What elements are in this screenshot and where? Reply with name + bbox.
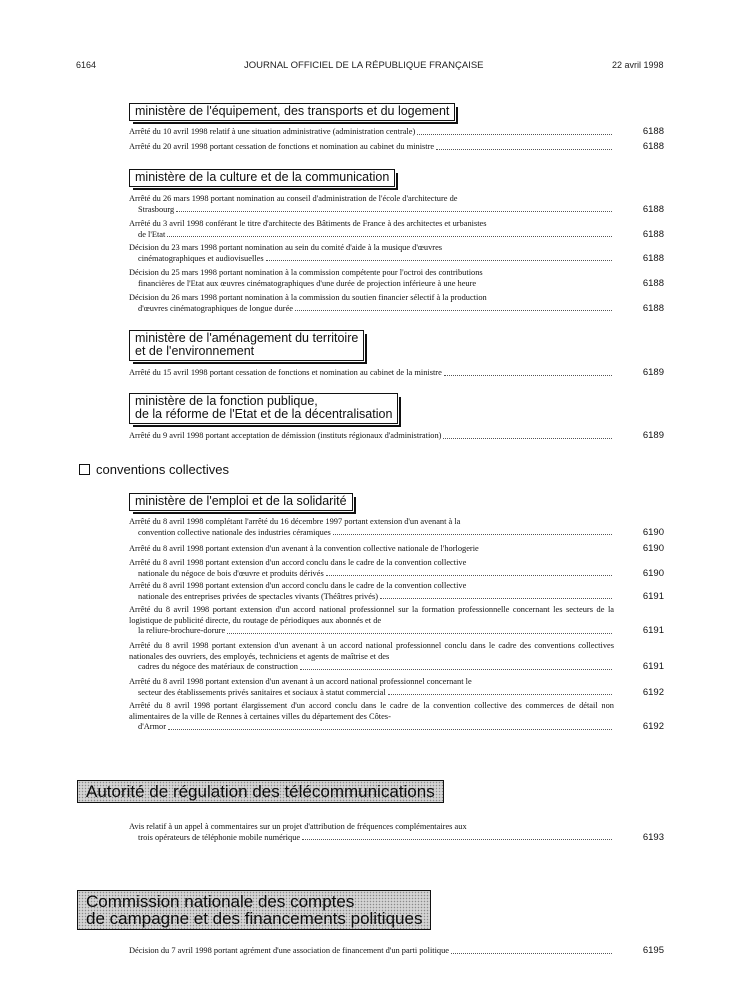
conventions-heading: conventions collectives [79, 462, 229, 477]
page-ref: 6192 [642, 721, 664, 732]
page-ref: 6192 [642, 686, 664, 698]
page-ref: 6188 [642, 126, 664, 137]
entry: Arrêté du 10 avril 1998 relatif à une situation administrative (administration centrale) 6188 [129, 126, 664, 137]
entry: Arrêté du 8 avril 1998 portant extension d'un accord conclu dans le cadre de la convention collective nationale du négoce de bois d'œuvre et produits dérivés 6190 [129, 558, 664, 579]
page-ref: 6191 [642, 661, 664, 672]
entry: Décision du 26 mars 1998 portant nomination à la commission du soutien financier sélectif à la production d'œuvres cinématographiques de longue durée 6188 [129, 293, 664, 314]
entry: Arrêté du 8 avril 1998 portant extension d'un avenant à la convention collective nationale de l'horlogerie 6190 [129, 543, 664, 554]
journal-title: JOURNAL OFFICIEL DE LA RÉPUBLIQUE FRANÇAISE [244, 60, 484, 71]
entry: Arrêté du 8 avril 1998 complétant l'arrêté du 16 décembre 1997 portant extension d'un avenant à la convention collective nationale des industries céramiques 6190 [129, 517, 664, 538]
page-ref: 6189 [642, 367, 664, 378]
page-ref: 6191 [642, 590, 664, 602]
page-ref: 6190 [642, 543, 664, 554]
entry: Arrêté du 8 avril 1998 portant extension d'un accord national professionnel sur la formation professionnelle concernant les secteurs de la logistique de publicité directe, du routage de périodiques aux abonnés et de la reliure-brochure-dorure 6191 [129, 605, 664, 636]
page-ref: 6189 [642, 430, 664, 441]
entry: Arrêté du 8 avril 1998 portant extension d'un avenant à un accord national professionnel concernant le secteur des établissements privés sanitaires et sociaux à statut commercial 6192 [129, 677, 664, 698]
page-ref: 6188 [642, 228, 664, 240]
section-title-amenagement: ministère de l'aménagement du territoire et de l'environnement [129, 330, 364, 361]
entry: Arrêté du 26 mars 1998 portant nomination au conseil d'administration de l'école d'architecture de Strasbourg 6188 [129, 194, 664, 215]
authority-title: Autorité de régulation des télécommunications [77, 780, 444, 803]
entry: Décision du 25 mars 1998 portant nomination à la commission compétente pour l'octroi des contributions financières de l'Etat aux œuvres cinématographiques d'une durée de projection inférieure à une heure 6188 [129, 268, 664, 289]
page-ref: 6188 [642, 277, 664, 289]
entry: Décision du 23 mars 1998 portant nomination au sein du comité d'aide à la musique d'œuvres cinématographiques et audiovisuelles 6188 [129, 243, 664, 264]
entry: Arrêté du 15 avril 1998 portant cessation de fonctions et nomination au cabinet de la ministre 6189 [129, 367, 664, 378]
entry: Arrêté du 3 avril 1998 conférant le titre d'architecte des Bâtiments de France à des architectes et urbanistes de l'Etat 6188 [129, 219, 664, 240]
entry: Avis relatif à un appel à commentaires sur un projet d'attribution de fréquences complémentaires aux trois opérateurs de téléphonie mobile numérique 6193 [129, 822, 664, 843]
entry: Arrêté du 8 avril 1998 portant élargissement d'un accord conclu dans le cadre de la convention collective des commerces de détail non alimentaires de la ville de Rennes à certaines villes du département des Côtes- d'Armor 6192 [129, 701, 664, 732]
section-title-culture: ministère de la culture et de la communication [129, 169, 395, 187]
entry: Décision du 7 avril 1998 portant agrément d'une association de financement d'un parti politique 6195 [129, 945, 664, 956]
entry: Arrêté du 8 avril 1998 portant extension d'un accord conclu dans le cadre de la convention collective nationale des entreprises privées de spectacles vivants (Théâtres privés) 6191 [129, 581, 664, 602]
page-ref: 6188 [642, 141, 664, 152]
page-ref: 6195 [642, 945, 664, 956]
page-number: 6164 [76, 60, 97, 70]
entry: Arrêté du 8 avril 1998 portant extension d'un avenant à un accord national professionnel conclu dans le cadre des conventions collectives nationales des ouvriers, des employés, techniciens et agents de maîtrise et des cadres du négoce des matériaux de construction 6191 [129, 641, 664, 672]
section-title-emploi: ministère de l'emploi et de la solidarité [129, 493, 353, 511]
page-ref: 6188 [642, 302, 664, 314]
page-ref: 6188 [642, 252, 664, 264]
issue-date: 22 avril 1998 [612, 60, 664, 70]
entry: Arrêté du 20 avril 1998 portant cessation de fonctions et nomination au cabinet du ministre 6188 [129, 141, 664, 152]
entry: Arrêté du 9 avril 1998 portant acceptation de démission (instituts régionaux d'administration) 6189 [129, 430, 664, 441]
checkbox-square-icon [79, 464, 90, 475]
page-ref: 6190 [642, 567, 664, 579]
page-ref: 6191 [642, 625, 664, 636]
page-ref: 6193 [642, 831, 664, 843]
section-title-equipement: ministère de l'équipement, des transports et du logement [129, 103, 455, 121]
section-title-fonction-publique: ministère de la fonction publique, de la réforme de l'Etat et de la décentralisation [129, 393, 398, 424]
page-ref: 6188 [642, 203, 664, 215]
commission-title: Commission nationale des comptes de campagne et des financements politiques [77, 890, 431, 930]
page-ref: 6190 [642, 526, 664, 538]
